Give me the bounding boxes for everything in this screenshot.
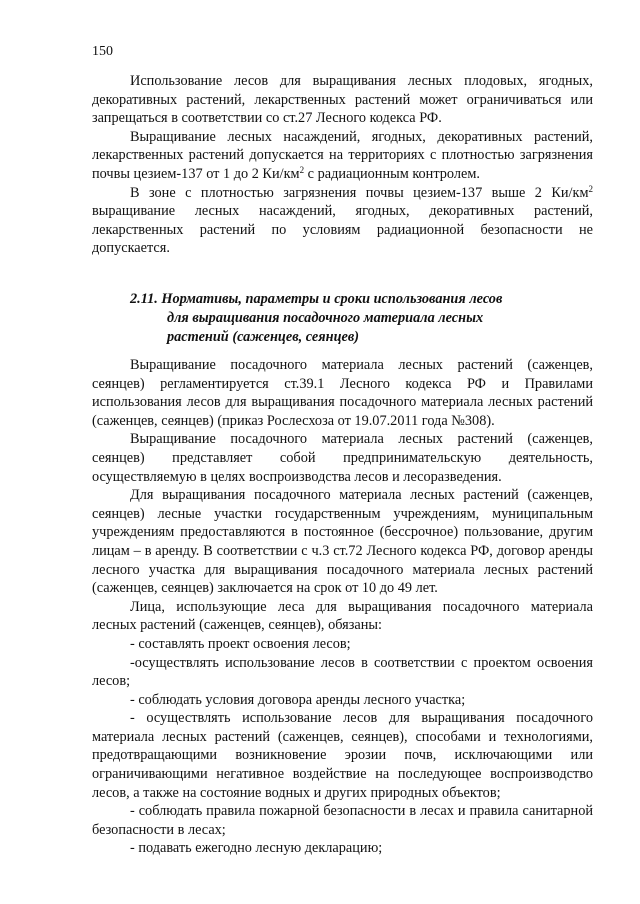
paragraph-text: с радиационным контролем. <box>304 165 480 182</box>
paragraph: Использование лесов для выращивания лесных плодовых, ягодных, декоративных растений, лекарственных растений может ограничиваться или запрещаться в соответствии со ст.27 Лесного кодекса РФ. <box>92 73 593 127</box>
section-heading <box>92 290 593 347</box>
paragraph: Выращивание посадочного материала лесных растений (саженцев, сеянцев) регламентируется ст.39.1 Лесного кодекса РФ и Правилами использования лесов для выращивания посадочного материала лесных растений (саженцев, сеянцев) (приказ Рослесхоза от 19.07.2011 года №308). <box>92 357 593 429</box>
list-item: -осуществлять использование лесов в соответствии с проектом освоения лесов; <box>92 654 593 690</box>
main-section <box>92 356 593 858</box>
paragraph-text: выращивание лесных насаждений, ягодных, декоративных растений, лекарственных растений по условиям радиационной безопасности не допускается. <box>92 203 593 257</box>
list-item: - соблюдать правила пожарной безопасности в лесах и правила санитарной безопасности в лесах; <box>92 803 593 838</box>
paragraph-text: Выращивание лесных насаждений, ягодных, декоративных растений, лекарственных растений допускается на территориях с плотностью загрязнения почвы цезием-137 от 1 до 2 Ки/км <box>92 128 593 182</box>
intro-section <box>92 72 593 258</box>
paragraph: Для выращивания посадочного материала лесных растений (саженцев, сеянцев) лесные участки государственным учреждениям, муниципальным учреждениям предоставляются в постоянное (бессрочное) пользование, другим лицам – в аренду. В соответствии с ч.3 ст.72 Лесного кодекса РФ, договор аренды лесного участка для выращивания посадочного материала лесных растений (саженцев, сеянцев) заключается на срок от 10 до 49 лет. <box>92 487 593 597</box>
paragraph: Лица, использующие леса для выращивания посадочного материала лесных растений (саженцев, сеянцев), обязаны: <box>92 598 593 634</box>
paragraph-text: В зоне с плотностью загрязнения почвы цезием-137 выше 2 Ки/км <box>130 184 589 201</box>
paragraph <box>92 184 593 258</box>
paragraph <box>92 128 593 184</box>
list-item: - составлять проект освоения лесов; <box>130 635 351 652</box>
heading-line: для выращивания посадочного материала лесных <box>167 310 484 326</box>
superscript: 2 <box>588 183 593 194</box>
superscript: 2 <box>299 164 305 175</box>
list-item: - осуществлять использование лесов для выращивания посадочного материала лесных растений (саженцев, сеянцев), способами и технологиями, предотвращающими возникновение эрозии почв, исключающими или ограничивающими негативное воздействие на последующее воспроизводство лесов, а также на состояние водных и других природных объектов; <box>92 710 593 801</box>
page-number: 150 <box>92 44 113 59</box>
list-item: - подавать ежегодно лесную декларацию; <box>130 840 383 857</box>
list-item: - соблюдать условия договора аренды лесного участка; <box>130 691 466 708</box>
paragraph: Выращивание посадочного материала лесных растений (саженцев, сеянцев) представляет собой предпринимательскую деятельность, осуществляемую в целях воспроизводства лесов и лесоразведения. <box>92 431 593 485</box>
heading-line: 2.11. Нормативы, параметры и сроки использования лесов <box>130 291 503 307</box>
heading-line: растений (саженцев, сеянцев) <box>167 329 360 345</box>
